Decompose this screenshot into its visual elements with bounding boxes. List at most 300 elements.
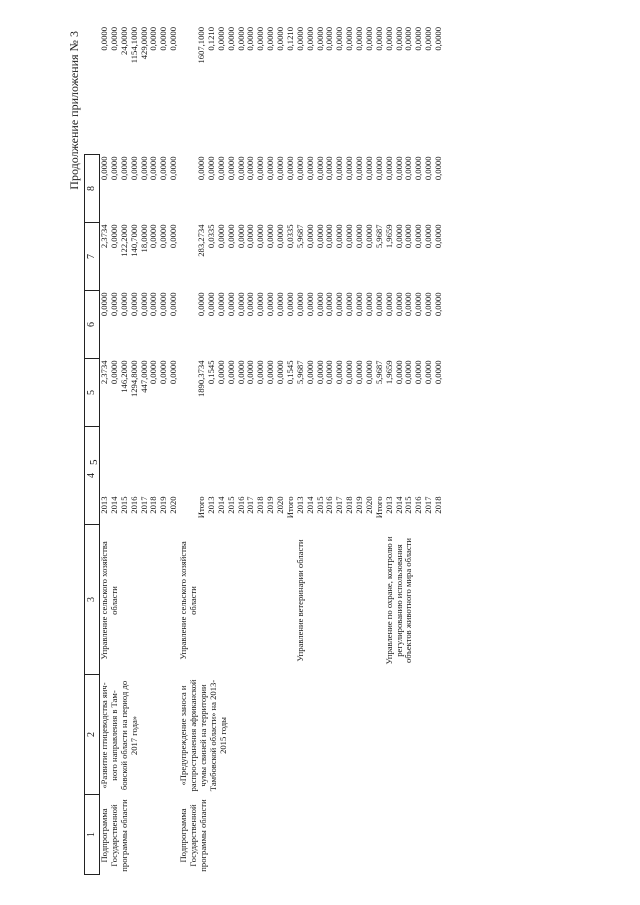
amount-cell: 0,0000 xyxy=(393,224,404,249)
empty-cell xyxy=(266,427,276,495)
amount-cell: 0,0000 xyxy=(235,224,246,249)
empty-cell xyxy=(375,427,385,495)
amount-cell: 0,0000 xyxy=(235,360,246,385)
empty-cell xyxy=(365,795,375,875)
empty-cell xyxy=(345,525,355,675)
amount-cell: 0,0000 xyxy=(304,224,315,249)
cell-text: Подпрограмма Государственной программы области xyxy=(178,799,208,872)
amount-cell: 0,0000 xyxy=(403,156,414,181)
amount-cell: 0,0000 xyxy=(275,292,285,317)
year-cell: 2017 xyxy=(423,496,434,514)
amount-cell: 0,0000 xyxy=(245,292,256,317)
table-row xyxy=(276,25,286,875)
amount-cell: 0,0000 xyxy=(403,224,414,249)
amount-cell: 0,0000 xyxy=(403,292,414,317)
table-row xyxy=(404,25,414,875)
empty-cell xyxy=(365,427,375,495)
empty-cell xyxy=(375,675,385,795)
column-header: 8 xyxy=(85,155,100,223)
amount-cell: 5,9687 xyxy=(294,224,305,249)
empty-cell xyxy=(355,525,365,675)
amount-cell: 0,0000 xyxy=(275,360,285,385)
table-row xyxy=(395,25,405,875)
table-row xyxy=(100,25,110,875)
amount-cell: 0,0000 xyxy=(304,27,315,51)
cell-text: Управление по охране, контролю и регулированию использования объектов животного мира области xyxy=(383,536,414,665)
empty-cell xyxy=(345,795,355,875)
amount-cell: 0,0335 xyxy=(284,224,295,249)
amount-cell: 0,0000 xyxy=(403,27,414,51)
table-row xyxy=(355,25,365,875)
empty-cell xyxy=(256,675,266,795)
year-cell: Итого xyxy=(373,496,384,519)
amount-cell: 0,0000 xyxy=(373,292,384,317)
empty-cell xyxy=(217,525,227,675)
empty-cell xyxy=(306,427,316,495)
amount-cell: 0,0000 xyxy=(275,224,285,249)
empty-cell xyxy=(276,675,286,795)
empty-cell xyxy=(325,795,335,875)
table-row xyxy=(256,25,266,875)
empty-cell xyxy=(316,675,326,795)
year-cell: 2014 xyxy=(108,496,119,514)
empty-cell xyxy=(217,795,227,875)
empty-cell xyxy=(237,675,247,795)
empty-cell xyxy=(355,795,365,875)
empty-cell xyxy=(335,427,345,495)
empty-cell xyxy=(140,675,150,795)
empty-cell xyxy=(424,427,434,495)
amount-cell: 1890,3734 xyxy=(196,360,206,398)
empty-cell xyxy=(286,795,296,875)
subprogram-title-cell xyxy=(99,675,139,795)
amount-cell: 0,0000 xyxy=(265,27,276,51)
amount-cell: 0,0000 xyxy=(215,27,226,51)
empty-cell xyxy=(286,427,296,495)
empty-cell xyxy=(266,675,276,795)
amount-cell: 0,0000 xyxy=(245,27,256,51)
empty-cell xyxy=(434,427,444,495)
empty-cell xyxy=(246,427,256,495)
year-cell: 2014 xyxy=(215,496,226,514)
cell-text: Управление ветеринарии области xyxy=(294,539,305,662)
amount-cell: 0,0000 xyxy=(245,224,256,249)
year-cell: 2016 xyxy=(413,496,424,514)
year-cell: 2015 xyxy=(314,496,325,514)
amount-cell: 0,0000 xyxy=(393,292,404,317)
amount-cell: 0,0000 xyxy=(304,292,315,317)
year-cell: 2020 xyxy=(363,496,374,514)
program-cell xyxy=(99,795,129,875)
empty-cell xyxy=(286,675,296,795)
amount-cell: 0,1545 xyxy=(205,360,216,385)
column-header: 2 xyxy=(85,675,100,795)
amount-cell: 0,0000 xyxy=(324,156,335,181)
amount-cell: 0,0000 xyxy=(148,292,159,317)
amount-cell: 0,0000 xyxy=(354,156,364,181)
empty-cell xyxy=(335,525,345,675)
empty-cell xyxy=(130,427,140,495)
empty-cell xyxy=(246,675,256,795)
empty-cell xyxy=(345,427,355,495)
empty-cell xyxy=(296,675,306,795)
amount-cell: 0,0000 xyxy=(99,292,109,317)
amount-cell: 0,0000 xyxy=(314,156,325,181)
cell-text: Управление сельского хозяйства области xyxy=(178,541,198,660)
amount-cell: 0,0000 xyxy=(128,292,139,317)
amount-cell: 447,0000 xyxy=(138,360,149,393)
amount-cell: 0,1210 xyxy=(205,27,216,51)
amount-cell: 0,0000 xyxy=(148,224,159,249)
amount-cell: 1154,1000 xyxy=(128,27,139,64)
empty-cell xyxy=(306,675,316,795)
amount-cell: 0,0000 xyxy=(403,360,414,385)
empty-cell xyxy=(120,427,130,495)
empty-cell xyxy=(266,795,276,875)
amount-cell: 0,0000 xyxy=(423,27,434,51)
amount-cell: 0,0000 xyxy=(205,156,216,181)
empty-cell xyxy=(306,525,316,675)
amount-cell: 283,2734 xyxy=(196,224,206,257)
empty-cell xyxy=(306,795,316,875)
amount-cell: 0,0000 xyxy=(413,360,424,385)
amount-cell: 0,0000 xyxy=(138,292,149,317)
column-header: 5 xyxy=(85,359,100,427)
empty-cell xyxy=(246,795,256,875)
amount-cell: 0,0000 xyxy=(413,27,424,51)
column-header: 7 xyxy=(85,223,100,291)
year-cell: 2013 xyxy=(294,496,305,514)
amount-cell: 0,0000 xyxy=(363,292,374,317)
amount-cell: 0,0000 xyxy=(383,27,394,51)
amount-cell: 0,0000 xyxy=(108,292,119,317)
table-body xyxy=(100,25,444,875)
amount-cell: 1,9659 xyxy=(383,360,394,385)
year-cell: 2017 xyxy=(334,496,345,514)
empty-cell xyxy=(237,525,247,675)
amount-cell: 0,0000 xyxy=(215,156,226,181)
empty-cell xyxy=(237,795,247,875)
amount-cell: 0,0000 xyxy=(294,156,305,181)
year-cell: 2015 xyxy=(118,496,129,514)
table-row xyxy=(237,25,247,875)
empty-cell xyxy=(395,795,405,875)
empty-cell xyxy=(365,675,375,795)
empty-cell xyxy=(159,525,169,675)
amount-cell: 1294,8000 xyxy=(128,360,139,398)
amount-cell: 0,0000 xyxy=(215,360,226,385)
empty-cell xyxy=(404,795,414,875)
responsible-cell xyxy=(179,525,207,675)
empty-cell xyxy=(424,525,434,675)
amount-cell: 0,1210 xyxy=(284,27,295,51)
amount-cell: 0,0000 xyxy=(196,292,206,317)
budget-table xyxy=(84,25,444,875)
amount-cell: 0,0000 xyxy=(255,360,266,385)
amount-cell: 2,3734 xyxy=(99,224,109,249)
amount-cell: 0,0000 xyxy=(413,156,424,181)
table-row xyxy=(375,25,385,875)
amount-cell: 0,0000 xyxy=(265,224,276,249)
empty-cell xyxy=(434,675,444,795)
amount-cell: 0,0000 xyxy=(363,27,374,51)
empty-cell xyxy=(335,795,345,875)
amount-cell: 0,0000 xyxy=(413,224,424,249)
year-cell: 2018 xyxy=(255,496,266,514)
amount-cell: 0,0000 xyxy=(344,292,355,317)
year-cell: 2020 xyxy=(168,496,179,514)
empty-cell xyxy=(110,427,120,495)
table-row xyxy=(434,25,444,875)
amount-cell: 0,0000 xyxy=(148,156,159,181)
amount-cell: 0,0000 xyxy=(245,156,256,181)
column-header: 3 xyxy=(85,525,100,675)
program-cell xyxy=(179,795,207,875)
empty-cell xyxy=(149,525,159,675)
amount-cell: 0,0000 xyxy=(314,27,325,51)
table-row xyxy=(246,25,256,875)
amount-cell: 0,0000 xyxy=(138,156,149,181)
empty-cell xyxy=(207,427,217,495)
amount-cell: 0,0000 xyxy=(168,27,179,51)
year-cell: 2018 xyxy=(148,496,159,514)
empty-cell xyxy=(316,525,326,675)
column-header: 1 xyxy=(85,795,100,875)
amount-cell: 146,2000 xyxy=(118,360,129,393)
year-cell: 2017 xyxy=(245,496,256,514)
amount-cell: 0,0000 xyxy=(284,156,295,181)
table-row xyxy=(306,25,316,875)
amount-cell: 0,0000 xyxy=(225,292,236,317)
amount-cell: 0,0000 xyxy=(245,360,256,385)
amount-cell: 0,0000 xyxy=(344,224,355,249)
empty-cell xyxy=(434,525,444,675)
amount-cell: 0,0000 xyxy=(275,27,285,51)
cell-text: Подпрограмма Государственной программы области xyxy=(99,799,129,872)
amount-cell: 0,0000 xyxy=(334,27,345,51)
appendix-heading: Продолжение приложения № 3 xyxy=(67,31,81,190)
table-row xyxy=(424,25,434,875)
year-cell: 2016 xyxy=(324,496,335,514)
empty-cell xyxy=(276,795,286,875)
amount-cell: 0,0000 xyxy=(314,360,325,385)
amount-cell: 0,0000 xyxy=(373,156,384,181)
amount-cell: 0,0000 xyxy=(168,156,179,181)
year-cell: 2015 xyxy=(403,496,414,514)
empty-cell xyxy=(256,525,266,675)
amount-cell: 0,0000 xyxy=(235,292,246,317)
empty-cell xyxy=(120,525,130,675)
empty-cell xyxy=(424,795,434,875)
empty-cell xyxy=(414,525,424,675)
table-row xyxy=(316,25,326,875)
amount-cell: 1607,1000 xyxy=(196,27,206,64)
amount-cell: 0,0000 xyxy=(168,292,179,317)
year-cell: 2019 xyxy=(158,496,169,514)
table-row xyxy=(414,25,424,875)
empty-cell xyxy=(100,427,110,495)
cell-text: «Развитие птицеводства яич-ного направления в Там-бовской области на период до 2017 года» xyxy=(99,680,139,791)
amount-cell: 0,0000 xyxy=(118,292,129,317)
table-row xyxy=(345,25,355,875)
year-cell: 2015 xyxy=(225,496,236,514)
amount-cell: 0,0000 xyxy=(225,156,236,181)
empty-cell xyxy=(256,427,266,495)
empty-cell xyxy=(414,795,424,875)
amount-cell: 0,0000 xyxy=(334,224,345,249)
amount-cell: 0,0000 xyxy=(324,292,335,317)
empty-cell xyxy=(375,795,385,875)
table-row xyxy=(286,25,296,875)
amount-cell: 0,0000 xyxy=(118,156,129,181)
amount-cell: 0,0000 xyxy=(128,156,139,181)
empty-cell xyxy=(355,427,365,495)
amount-cell: 0,0000 xyxy=(344,360,355,385)
amount-cell: 0,0000 xyxy=(314,292,325,317)
rotated-table-sheet xyxy=(20,25,620,885)
responsible-cell xyxy=(383,525,414,675)
amount-cell: 0,0000 xyxy=(98,27,109,51)
empty-cell xyxy=(207,525,217,675)
table-row xyxy=(140,25,150,875)
empty-cell xyxy=(266,525,276,675)
amount-cell: 24,0000 xyxy=(118,27,129,55)
amount-cell: 0,0000 xyxy=(423,224,434,249)
empty-cell xyxy=(325,675,335,795)
amount-cell: 0,0000 xyxy=(255,224,266,249)
amount-cell: 0,0000 xyxy=(433,224,443,249)
amount-cell: 429,0000 xyxy=(138,27,149,60)
amount-cell: 0,0000 xyxy=(393,156,404,181)
amount-cell: 0,1545 xyxy=(284,360,295,385)
amount-cell: 0,0000 xyxy=(344,156,355,181)
year-cell: 2014 xyxy=(304,496,315,514)
amount-cell: 0,0000 xyxy=(423,360,434,385)
amount-cell: 0,0000 xyxy=(225,27,236,51)
amount-cell: 0,0000 xyxy=(265,360,276,385)
responsible-cell xyxy=(296,525,306,675)
amount-cell: 0,0000 xyxy=(225,360,236,385)
column-header: 4 xyxy=(85,427,100,525)
amount-cell: 2,3734 xyxy=(99,360,109,385)
amount-cell: 0,0000 xyxy=(255,27,266,51)
empty-cell xyxy=(159,795,169,875)
empty-cell xyxy=(130,525,140,675)
empty-cell xyxy=(414,427,424,495)
amount-cell: 0,0000 xyxy=(255,156,266,181)
empty-cell xyxy=(325,525,335,675)
amount-cell: 0,0000 xyxy=(265,156,276,181)
empty-cell xyxy=(227,525,237,675)
amount-cell: 0,0000 xyxy=(373,27,384,51)
empty-cell xyxy=(140,795,150,875)
empty-cell xyxy=(296,427,306,495)
empty-cell xyxy=(140,525,150,675)
empty-cell xyxy=(335,675,345,795)
amount-cell: 0,0000 xyxy=(108,156,119,181)
amount-cell: 0,0000 xyxy=(324,360,335,385)
empty-cell xyxy=(246,525,256,675)
amount-cell: 0,0000 xyxy=(148,27,159,51)
amount-cell: 0,0000 xyxy=(158,27,169,51)
amount-cell: 0,0000 xyxy=(354,360,364,385)
amount-cell: 0,0000 xyxy=(324,224,335,249)
amount-cell: 0,0000 xyxy=(215,224,226,249)
table-row xyxy=(325,25,335,875)
amount-cell: 0,0000 xyxy=(423,156,434,181)
amount-cell: 18,0000 xyxy=(138,224,149,253)
empty-cell xyxy=(140,427,150,495)
empty-cell xyxy=(227,795,237,875)
amount-cell: 140,7000 xyxy=(128,224,139,257)
amount-cell: 0,0000 xyxy=(235,27,246,51)
empty-cell xyxy=(385,427,395,495)
amount-cell: 0,0000 xyxy=(255,292,266,317)
amount-cell: 0,0335 xyxy=(205,224,216,249)
amount-cell: 1,9659 xyxy=(383,224,394,249)
year-cell: 2018 xyxy=(344,496,355,514)
empty-cell xyxy=(395,675,405,795)
amount-cell: 0,0000 xyxy=(334,360,345,385)
amount-cell: 0,0000 xyxy=(363,156,374,181)
amount-cell: 0,0000 xyxy=(108,27,119,51)
amount-cell: 0,0000 xyxy=(334,156,345,181)
empty-cell xyxy=(316,427,326,495)
year-cell: Итого xyxy=(196,496,206,519)
amount-cell: 5,9687 xyxy=(373,360,384,385)
year-cell: 2018 xyxy=(433,496,443,514)
amount-cell: 0,0000 xyxy=(284,292,295,317)
amount-cell: 0,0000 xyxy=(196,156,206,181)
empty-cell xyxy=(316,795,326,875)
amount-cell: 0,0000 xyxy=(148,360,159,385)
empty-cell xyxy=(130,795,140,875)
empty-cell xyxy=(424,675,434,795)
year-cell: 2016 xyxy=(128,496,139,514)
amount-cell: 0,0000 xyxy=(275,156,285,181)
amount-cell: 0,0000 xyxy=(225,224,236,249)
subprogram-title-cell xyxy=(178,675,228,795)
page-number: 5 xyxy=(88,459,100,465)
amount-cell: 122,2000 xyxy=(118,224,129,257)
amount-cell: 0,0000 xyxy=(158,292,169,317)
table-row xyxy=(266,25,276,875)
amount-cell: 0,0000 xyxy=(314,224,325,249)
empty-cell xyxy=(404,675,414,795)
amount-cell: 0,0000 xyxy=(168,360,179,385)
amount-cell: 0,0000 xyxy=(413,292,424,317)
empty-cell xyxy=(179,427,207,495)
table-row xyxy=(335,25,345,875)
empty-cell xyxy=(276,525,286,675)
amount-cell: 0,0000 xyxy=(354,224,364,249)
year-cell: 2019 xyxy=(354,496,364,514)
empty-cell xyxy=(434,795,444,875)
amount-cell: 0,0000 xyxy=(393,27,404,51)
empty-cell xyxy=(149,427,159,495)
amount-cell: 0,0000 xyxy=(108,360,119,385)
amount-cell: 0,0000 xyxy=(304,156,315,181)
amount-cell: 0,0000 xyxy=(363,224,374,249)
empty-cell xyxy=(149,795,159,875)
year-cell: 2013 xyxy=(99,496,109,514)
table-row xyxy=(385,25,395,875)
empty-cell xyxy=(217,427,227,495)
amount-cell: 0,0000 xyxy=(294,27,305,51)
year-cell: Итого xyxy=(284,496,295,519)
empty-cell xyxy=(365,525,375,675)
amount-cell: 0,0000 xyxy=(354,27,364,51)
